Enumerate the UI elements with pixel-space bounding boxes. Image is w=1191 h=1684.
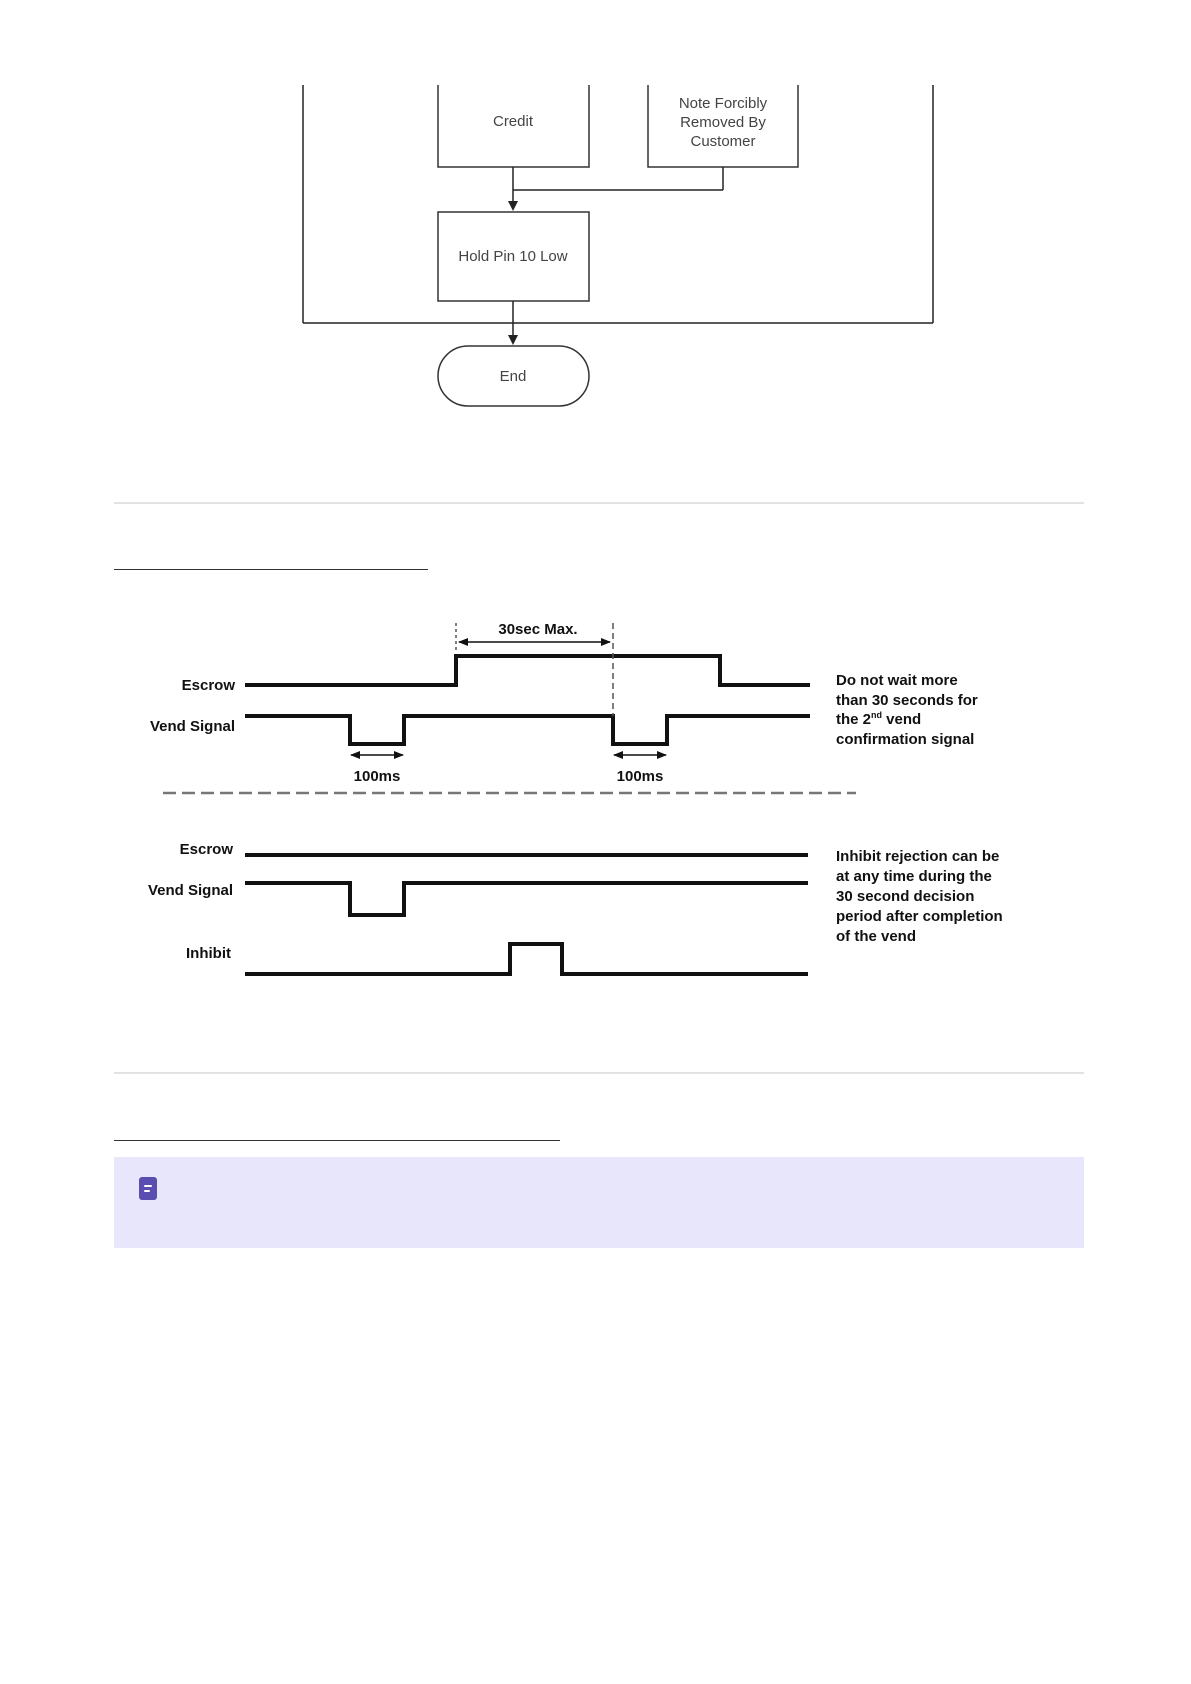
timing-diagram-2 xyxy=(148,841,1003,974)
vend-signal-label-2: Vend Signal xyxy=(147,882,233,899)
note-removed-box xyxy=(648,85,798,167)
note-1-line-2: than 30 seconds for xyxy=(836,692,978,709)
note-2-line-2: at any time during the xyxy=(836,868,992,885)
pulse-1-label: 100ms xyxy=(353,768,401,785)
note-1-line-4: confirmation signal xyxy=(836,731,975,748)
note-1-line-1: Do not wait more xyxy=(836,672,958,689)
hold-pin-box xyxy=(438,212,589,301)
max-duration-label: 30sec Max. xyxy=(498,621,578,638)
note-icon xyxy=(139,1177,157,1200)
escrow-label-1: Escrow xyxy=(181,677,235,694)
section-heading-underline-1 xyxy=(114,569,428,570)
vend-signal-waveform-1 xyxy=(245,716,810,744)
note-removed-line-1: Note Forcibly xyxy=(678,95,768,112)
credit-box xyxy=(438,85,589,167)
note-2-line-3: 30 second decision xyxy=(836,888,975,905)
note-removed-line-2: Removed By xyxy=(680,114,766,131)
inhibit-label: Inhibit xyxy=(186,945,231,962)
section-heading-underline-2 xyxy=(114,1140,560,1141)
timing-diagram xyxy=(0,600,1191,1000)
timing-diagram-1 xyxy=(150,621,978,785)
note-2-line-1: Inhibit rejection can be xyxy=(836,848,1000,865)
credit-label: Credit xyxy=(492,113,534,130)
end-label: End xyxy=(499,368,527,385)
note-callout xyxy=(114,1157,1084,1248)
end-terminal xyxy=(438,346,589,406)
flowchart xyxy=(0,0,1191,420)
escrow-waveform-1 xyxy=(245,656,810,685)
note-2-line-5: of the vend xyxy=(836,928,917,945)
vend-signal-waveform-2 xyxy=(245,883,808,915)
vend-signal-label-1: Vend Signal xyxy=(149,718,235,735)
hold-pin-label: Hold Pin 10 Low xyxy=(458,248,568,265)
note-1-line-3: the 2nd vend xyxy=(836,710,922,728)
pulse-2-label: 100ms xyxy=(616,768,664,785)
section-divider-1 xyxy=(114,502,1084,504)
note-removed-line-3: Customer xyxy=(690,133,756,150)
inhibit-waveform xyxy=(245,944,808,974)
section-divider-2 xyxy=(114,1072,1084,1074)
escrow-label-2: Escrow xyxy=(179,841,233,858)
note-2-line-4: period after completion xyxy=(836,908,1003,925)
